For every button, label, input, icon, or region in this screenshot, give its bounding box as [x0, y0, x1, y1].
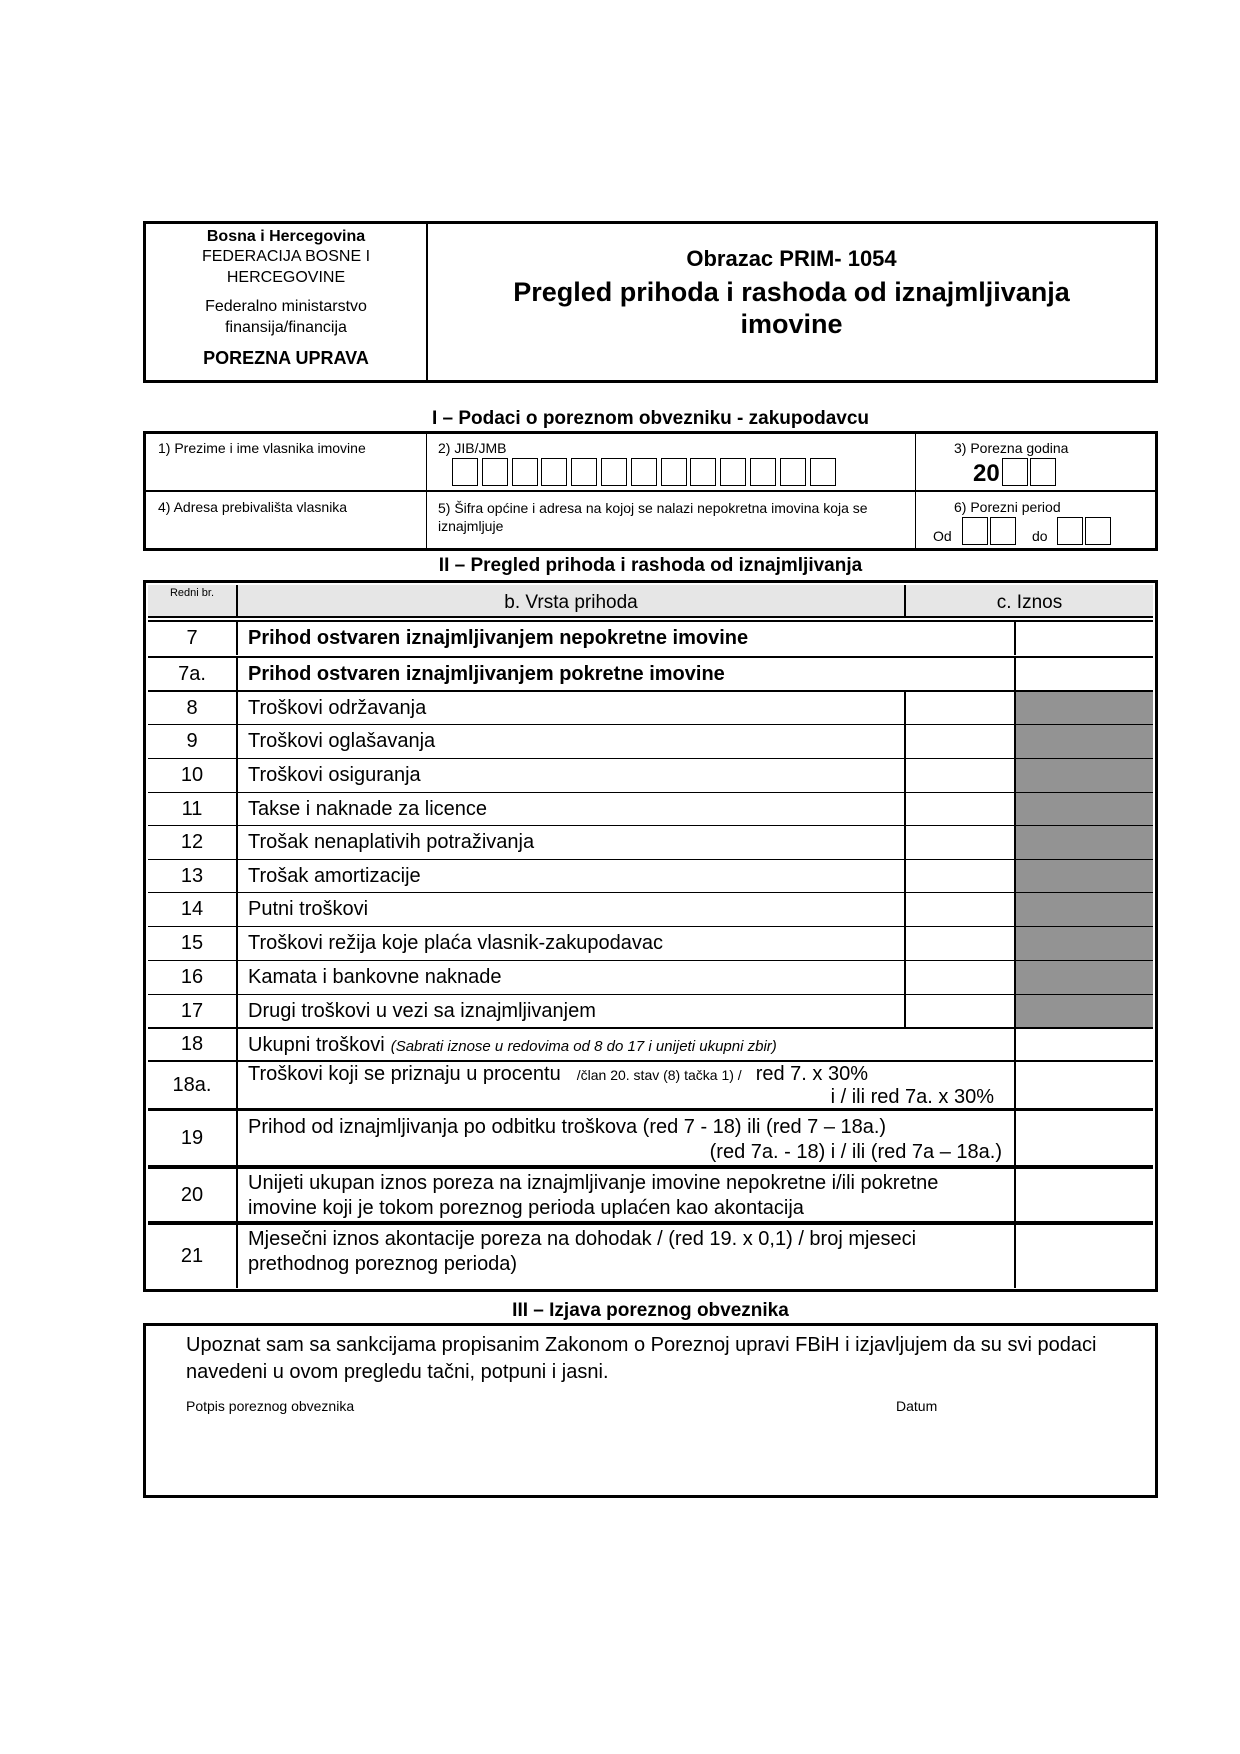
form-title: Pregled prihoda i rashoda od iznajmljivanja imovine [513, 277, 1070, 339]
row-formula-alt: (red 7a. - 18) i / ili (red 7a – 18a.) [709, 1141, 1002, 1163]
shaded-cell [1016, 793, 1153, 825]
jib-digit-box[interactable] [750, 458, 776, 486]
row-formula: red 7. x 30% [755, 1063, 868, 1085]
row-label: Trošak amortizacije [248, 865, 421, 887]
row-number: 7a. [148, 658, 238, 690]
table-row [148, 859, 1153, 892]
section1-title: I – Podaci o poreznom obvezniku - zakupodavcu [431, 408, 870, 429]
tax-year-prefix: 20 [973, 460, 1000, 487]
row-label: Takse i naknade za licence [248, 798, 488, 820]
period-from-label: Od [933, 528, 952, 544]
row-description [238, 1225, 1016, 1288]
row-description [238, 860, 906, 892]
shaded-cell [1016, 860, 1153, 892]
amount-input[interactable] [1016, 1029, 1153, 1060]
tax-period-label: 6) Porezni period [954, 499, 1061, 515]
amount-input[interactable] [1016, 1062, 1153, 1108]
issuer-federation: FEDERACIJA BOSNE I HERCEGOVINE [201, 248, 371, 286]
row-number: 13 [148, 860, 238, 892]
amount-input[interactable] [906, 860, 1016, 892]
row-description [238, 1029, 1016, 1060]
row-note: (Sabrati iznose u redovima od 8 do 17 i unijeti ukupni zbir) [390, 1038, 777, 1055]
row-description [238, 759, 906, 792]
row-number: 18 [148, 1029, 238, 1060]
row-label: Putni troškovi [248, 898, 369, 920]
owner-name-field[interactable]: 1) Prezime i ime vlasnika imovine [158, 440, 366, 456]
row-description [238, 658, 1016, 690]
amount-input[interactable] [906, 893, 1016, 926]
table-row [148, 758, 1153, 792]
jib-digit-box[interactable] [601, 458, 627, 486]
amount-input[interactable] [1016, 622, 1153, 655]
amount-input[interactable] [906, 759, 1016, 792]
jib-digit-box[interactable] [452, 458, 478, 486]
period-from-2[interactable] [990, 517, 1016, 545]
amount-input[interactable] [1016, 1169, 1153, 1221]
table-row [148, 1221, 1153, 1288]
signature-field[interactable]: Potpis poreznog obveznika [186, 1398, 355, 1414]
shaded-cell [1016, 826, 1153, 859]
row-number: 17 [148, 995, 238, 1027]
table-row [148, 994, 1153, 1027]
row-label: Troškovi oglašavanja [248, 730, 436, 752]
owner-address-field[interactable]: 4) Adresa prebivališta vlasnika [158, 499, 348, 515]
tax-year-digit-2[interactable] [1030, 458, 1056, 486]
table-row [148, 960, 1153, 994]
row-label: Kamata i bankovne naknade [248, 966, 502, 988]
table-row [148, 825, 1153, 859]
row-number: 16 [148, 961, 238, 994]
tax-year-label: 3) Porezna godina [954, 440, 1069, 456]
row-label: Mjesečni iznos akontacije poreza na dohodak / (red 19. x 0,1) / broj mjeseci prethodnog poreznog perioda) [248, 1228, 917, 1275]
table-row [148, 1027, 1153, 1060]
row-description [238, 826, 906, 859]
table-row [148, 1060, 1153, 1108]
jib-digit-box[interactable] [780, 458, 806, 486]
shaded-cell [1016, 927, 1153, 960]
row-number: 15 [148, 927, 238, 960]
row-description [238, 927, 906, 960]
issuer-ministry: Federalno ministarstvo finansija/financija [205, 298, 367, 336]
municipality-address-field[interactable]: 5) Šifra općine i adresa na kojoj se nalazi nepokretna imovina koja se iznajmljuje [438, 500, 868, 534]
amount-input[interactable] [1016, 1225, 1153, 1288]
row-number: 18a. [148, 1062, 238, 1108]
amount-input[interactable] [906, 725, 1016, 758]
row-label: Troškovi održavanja [248, 697, 427, 719]
tax-year-digit-1[interactable] [1002, 458, 1028, 486]
amount-input[interactable] [906, 692, 1016, 724]
row-formula-alt: i / ili red 7a. x 30% [830, 1086, 994, 1108]
row-number: 10 [148, 759, 238, 792]
form-title-block [428, 246, 1155, 340]
row-label: Drugi troškovi u vezi sa iznajmljivanjem [248, 1000, 596, 1022]
table-row [148, 690, 1153, 724]
shaded-cell [1016, 692, 1153, 724]
form-code: Obrazac PRIM- 1054 [686, 246, 897, 271]
row-description [238, 692, 906, 724]
row-note: /član 20. stav (8) tačka 1) / [576, 1067, 742, 1083]
table-header [148, 585, 1153, 618]
row-label: Ukupni troškovi [248, 1034, 385, 1056]
shaded-cell [1016, 725, 1153, 758]
table-row [148, 1108, 1153, 1165]
issuer-office: POREZNA UPRAVA [203, 348, 369, 368]
row-description [238, 893, 906, 926]
jib-digit-box[interactable] [720, 458, 746, 486]
jib-digit-box[interactable] [810, 458, 836, 486]
amount-input[interactable] [906, 995, 1016, 1027]
row-label: Trošak nenaplativih potraživanja [248, 831, 535, 853]
row-description [238, 1111, 1016, 1165]
shaded-cell [1016, 961, 1153, 994]
jib-digit-box[interactable] [541, 458, 567, 486]
jib-digit-box[interactable] [690, 458, 716, 486]
row-number: 19 [148, 1111, 238, 1165]
jib-digit-box[interactable] [571, 458, 597, 486]
period-to-label: do [1032, 528, 1048, 544]
col-b-header: b. Vrsta prihoda [504, 592, 638, 613]
row-number: 7 [148, 622, 238, 655]
table-row [148, 656, 1153, 690]
amount-input[interactable] [906, 826, 1016, 859]
row-label: Troškovi osiguranja [248, 764, 421, 786]
row-description [238, 1062, 1016, 1108]
section3-title: III – Izjava poreznog obveznika [512, 1300, 789, 1321]
row-number: 8 [148, 692, 238, 724]
jib-label: 2) JIB/JMB [438, 440, 507, 456]
row-label: Prihod ostvaren iznajmljivanjem pokretne imovine [248, 663, 725, 685]
row-description [238, 995, 906, 1027]
shaded-cell [1016, 893, 1153, 926]
row-description [238, 793, 906, 825]
table-row [148, 724, 1153, 758]
shaded-cell [1016, 995, 1153, 1027]
form-header [143, 221, 1158, 383]
period-to-2[interactable] [1085, 517, 1111, 545]
table-row [148, 892, 1153, 926]
col-a-header: Redni br. [169, 587, 215, 599]
row-description [238, 961, 906, 994]
declaration-box [143, 1323, 1158, 1498]
row-number: 14 [148, 893, 238, 926]
period-from-1[interactable] [962, 517, 988, 545]
amount-input[interactable] [906, 927, 1016, 960]
row-description [238, 725, 906, 758]
row-description [238, 622, 1016, 655]
table-row [148, 620, 1153, 655]
row-label: Prihod od iznajmljivanja po odbitku troškova (red 7 - 18) ili (red 7 – 18a.) [248, 1116, 887, 1138]
date-field[interactable]: Datum [896, 1398, 938, 1414]
jib-digit-box[interactable] [482, 458, 508, 486]
row-description [238, 1169, 1016, 1221]
jib-digit-box[interactable] [661, 458, 687, 486]
jib-digit-box[interactable] [512, 458, 538, 486]
table-row [148, 926, 1153, 960]
amount-input[interactable] [1016, 658, 1153, 690]
issuer-country: Bosna i Hercegovina [206, 228, 366, 245]
amount-input[interactable] [906, 793, 1016, 825]
declaration-statement: Upoznat sam sa sankcijama propisanim Zakonom o Poreznoj upravi FBiH i izjavljujem da su svi podaci navedeni u ovom pregledu tačni, potpuni i jasni. [186, 1334, 1097, 1383]
shaded-cell [1016, 759, 1153, 792]
issuer-block [146, 228, 426, 369]
row-label: Troškovi koji se priznaju u procentu [248, 1063, 561, 1085]
amount-input[interactable] [906, 961, 1016, 994]
col-c-header: c. Iznos [996, 592, 1063, 613]
row-number: 9 [148, 725, 238, 758]
jib-digit-box[interactable] [631, 458, 657, 486]
row-number: 12 [148, 826, 238, 859]
row-number: 11 [148, 793, 238, 825]
period-to-1[interactable] [1057, 517, 1083, 545]
table-row [148, 1165, 1153, 1221]
amount-input[interactable] [1016, 1111, 1153, 1165]
row-number: 20 [148, 1169, 238, 1221]
row-number: 21 [148, 1225, 238, 1288]
row-label: Prihod ostvaren iznajmljivanjem nepokretne imovine [248, 627, 749, 649]
row-label: Unijeti ukupan iznos poreza na iznajmljivanje imovine nepokretne i/ili pokretne imovine koji je tokom poreznog perioda uplaćen kao akontacija [248, 1172, 939, 1219]
section2-title: II – Pregled prihoda i rashoda od iznajmljivanja [438, 555, 863, 576]
row-label: Troškovi režija koje plaća vlasnik-zakupodavac [248, 932, 663, 954]
taxpayer-data-box [143, 431, 1158, 551]
table-row [148, 792, 1153, 825]
